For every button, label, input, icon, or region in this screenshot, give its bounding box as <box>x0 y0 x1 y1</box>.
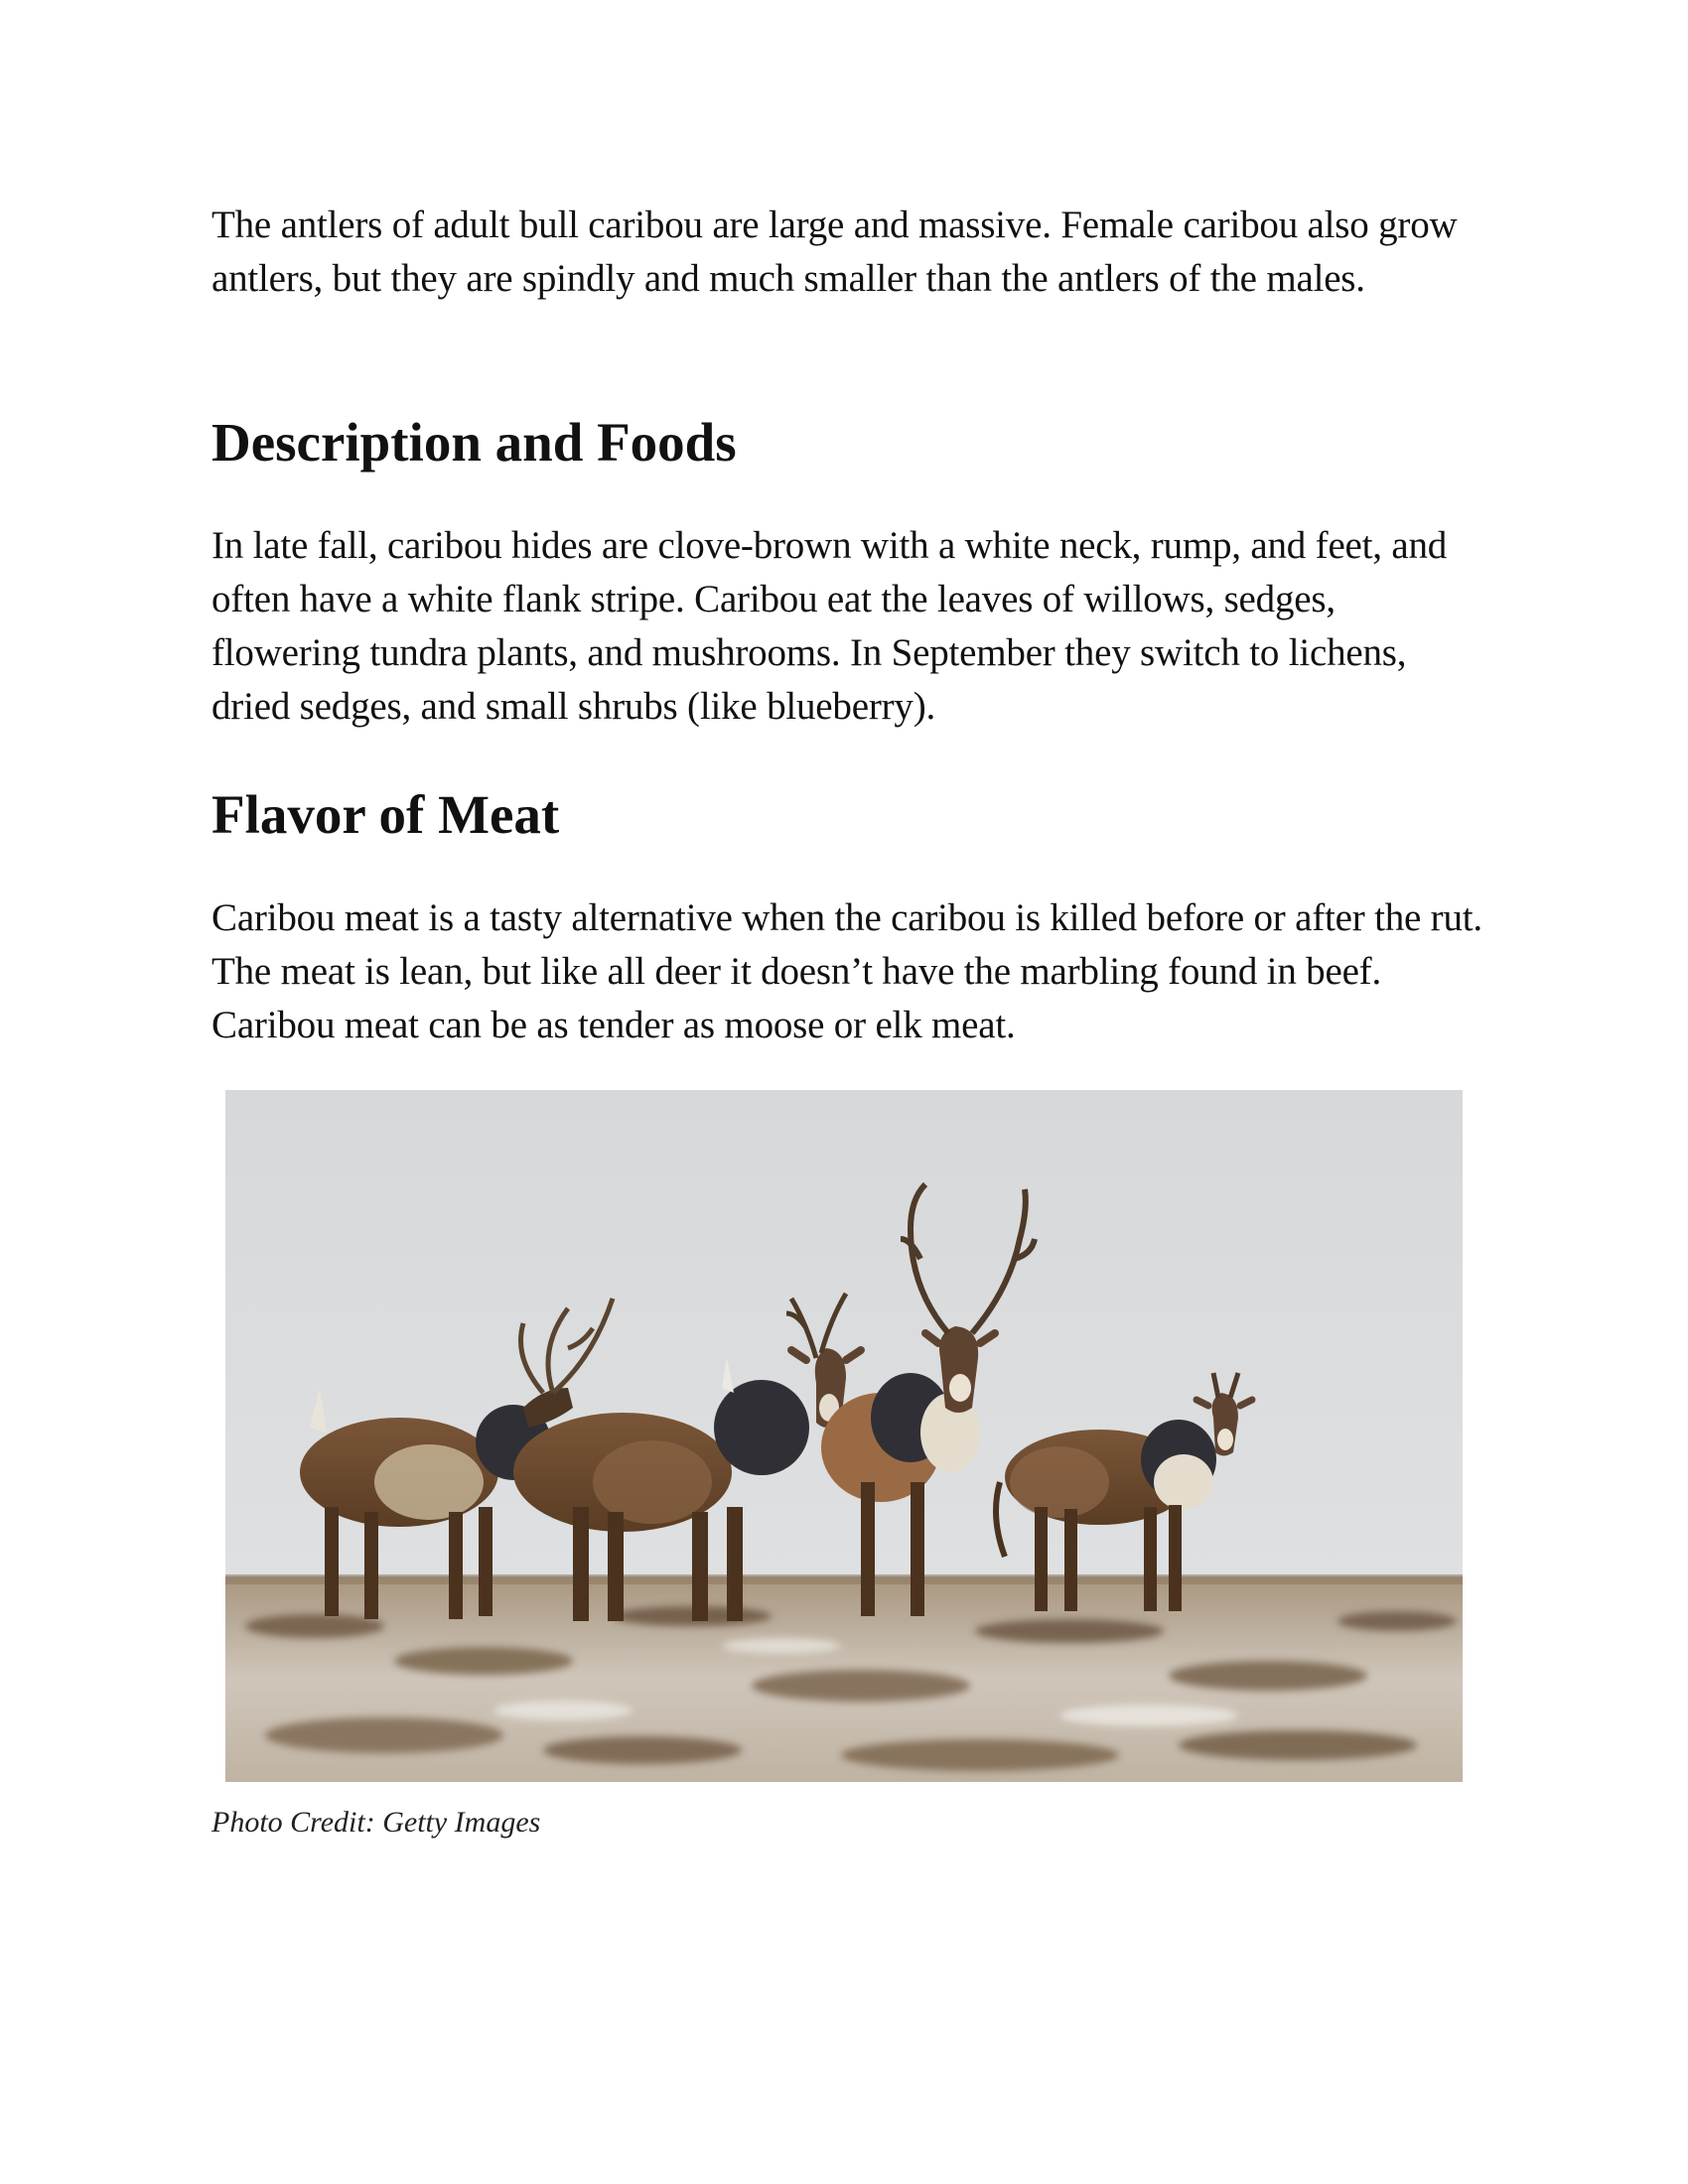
photo-caption: Photo Credit: Getty Images <box>211 1806 541 1839</box>
heading-description-and-foods: Description and Foods <box>211 412 737 473</box>
caribou-photo <box>225 1090 1463 1782</box>
heading-flavor-of-meat: Flavor of Meat <box>211 784 560 845</box>
tundra-ground <box>225 1574 1463 1782</box>
paragraph-flavor: Caribou meat is a tasty alternative when the caribou is killed before or after the rut. The meat is lean, but like all deer it doesn’t have the marbling found in beef. Caribou meat can be as tender as moose or elk meat. <box>211 896 1482 1046</box>
caribou-photo-illustration <box>225 1090 1463 1782</box>
paragraph-description: In late fall, caribou hides are clove-brown with a white neck, rump, and feet, and often have a white flank stripe. Caribou eat the leaves of willows, sedges, flowering tundra plants, and mushrooms. In September they switch to lichens, dried sedges, and small shrubs (like blueberry). <box>211 524 1448 728</box>
paragraph-antlers: The antlers of adult bull caribou are large and massive. Female caribou also grow antlers, but they are spindly and much smaller than the antlers of the males. <box>211 204 1458 300</box>
